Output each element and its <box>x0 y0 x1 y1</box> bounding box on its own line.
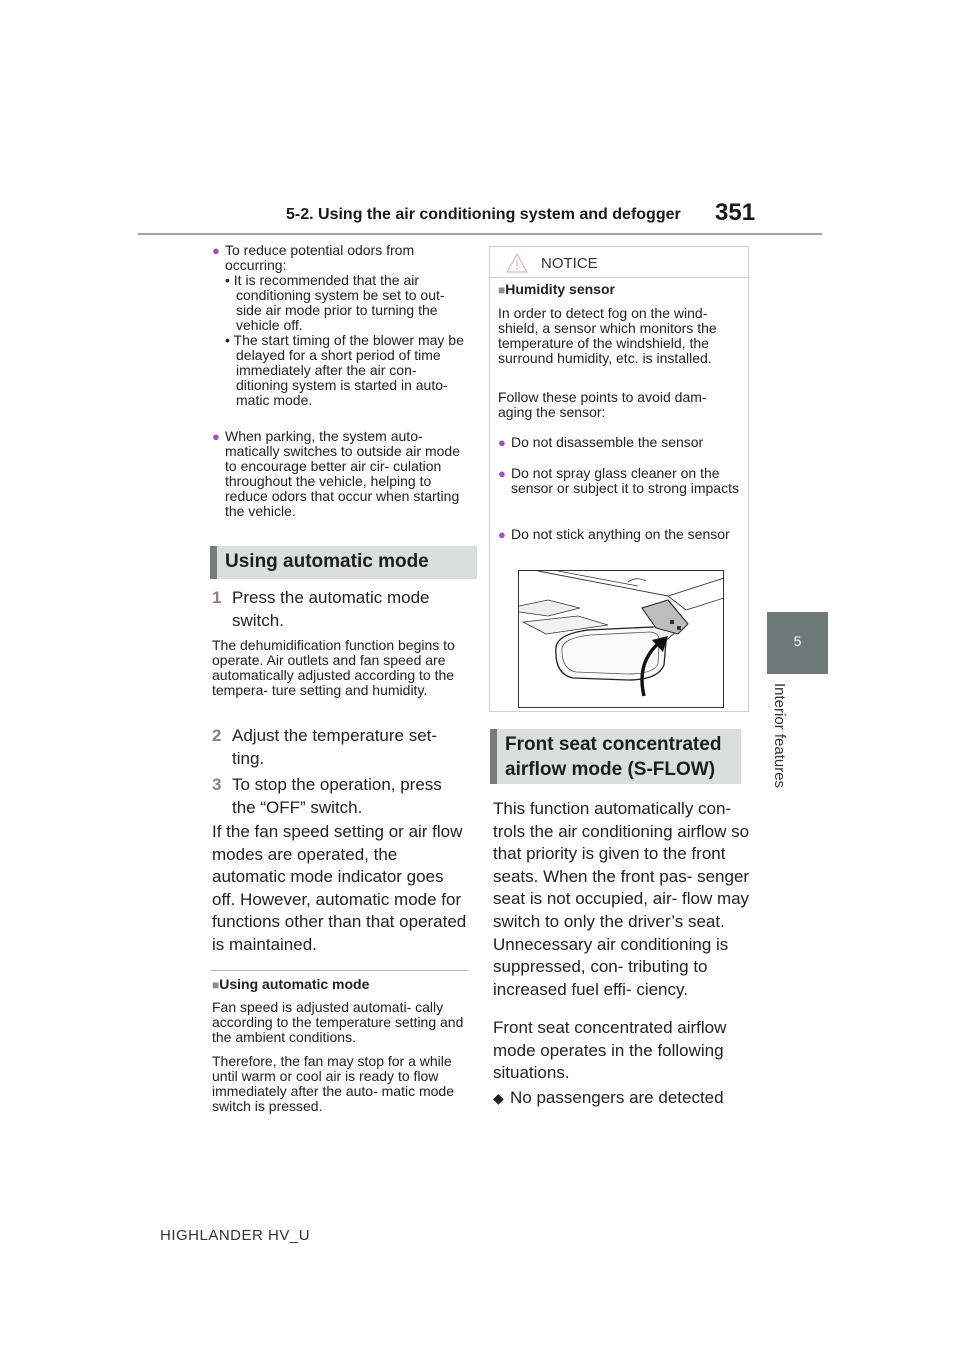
info-paragraph-1: Fan speed is adjusted automati- cally according to the temperature setting and the ambient conditions. <box>212 999 464 1045</box>
notice-bullet-text: Do not disassemble the sensor <box>511 434 704 450</box>
step-text: Adjust the temperature set- ting. <box>232 726 438 768</box>
s-flow-bullet-text: No passengers are detected <box>510 1088 724 1107</box>
notice-bullet-3 <box>498 527 744 542</box>
bullet-dot-icon: ● <box>212 243 220 258</box>
info-heading-text: Using automatic mode <box>219 976 370 992</box>
chapter-label-container <box>770 683 790 803</box>
bullet-odors <box>212 243 470 408</box>
bullet-dot-icon: ● <box>212 429 220 444</box>
warning-triangle-icon <box>505 252 529 274</box>
bullet-parking-text: When parking, the system auto- matically switches to outside air mode to encourage better air cir- culation throughout the vehicle, helping to reduce odors that occur when starting the vehicle. <box>225 428 460 519</box>
notice-subtitle <box>498 282 744 298</box>
bullet-odors-sub-1: • It is recommended that the air conditioning system be set to out- side air mode prior to turning the vehicle off. <box>225 272 445 333</box>
chapter-label: Interior features <box>771 683 788 789</box>
bullet-dot-icon: ● <box>498 527 506 542</box>
notice-paragraph-1: In order to detect fog on the wind- shield, a sensor which monitors the temperature of the windshield, the surround humidity, etc. is installed. <box>498 305 717 366</box>
notice-bullet-text: Do not spray glass cleaner on the sensor or subject it to strong impacts <box>511 465 739 496</box>
notice-header <box>490 247 748 278</box>
sub-2-text: The start timing of the blower may be delayed for a short period of time immediately after the air con- ditioning system is started in auto- matic mode. <box>233 332 464 408</box>
bullet-odors-text: To reduce potential odors from occurring: <box>225 242 415 273</box>
bullet-dot-icon: ● <box>498 466 506 481</box>
page-number: 351 <box>715 199 756 226</box>
square-bullet-icon: ■ <box>498 283 506 297</box>
step-2 <box>212 724 470 770</box>
step-text: To stop the operation, press the “OFF” switch. <box>232 775 442 817</box>
paragraph-auto-mode: If the fan speed setting or air flow modes are operated, the automatic mode indicator goes off. However, automatic mode for functions other than that operated is maintained. <box>212 822 467 954</box>
section-heading-text: Using automatic mode <box>225 551 429 572</box>
humidity-sensor-illustration <box>518 570 724 708</box>
bullet-dot-icon: ● <box>498 435 506 450</box>
s-flow-paragraph-1: This function automatically con- trols the air conditioning airflow so that priority is given to the front seats. When the front pas- senger seat is not occupied, air- flow may switch to only the driver’s seat. Unnecessary air conditioning is suppressed, con- tributing to increased fuel effi- ciency. <box>493 799 750 999</box>
section-heading-automatic-mode <box>210 546 477 579</box>
notice-subtitle-text: Humidity sensor <box>505 281 615 297</box>
step-3 <box>212 773 470 819</box>
notice-bullet-1 <box>498 435 744 450</box>
step-text: Press the automatic mode switch. <box>232 588 430 630</box>
step-number: 1 <box>212 588 222 607</box>
chapter-tab <box>767 612 828 674</box>
step-number: 2 <box>212 726 222 745</box>
square-bullet-icon: ■ <box>212 978 220 992</box>
divider <box>210 970 468 971</box>
step-1 <box>212 586 470 632</box>
running-header-title: 5-2. Using the air conditioning system and defogger <box>286 206 681 223</box>
bullet-parking <box>212 429 470 519</box>
diamond-bullet-icon: ◆ <box>493 1090 504 1106</box>
info-heading <box>212 977 470 993</box>
step-number: 3 <box>212 775 222 794</box>
s-flow-bullet <box>493 1087 751 1110</box>
bullet-odors-sub-2: • The start timing of the blower may be delayed for a short period of time immediately after the air con- ditioning system is started in auto- matic mode. <box>225 332 464 408</box>
s-flow-paragraph-2: Front seat concentrated airflow mode operates in the following situations. <box>493 1018 727 1083</box>
notice-box <box>489 246 749 712</box>
info-paragraph-2: Therefore, the fan may stop for a while until warm or cool air is ready to flow immediately after the auto- matic mode switch is pressed. <box>212 1053 454 1114</box>
section-heading-text: Front seat concentrated airflow mode (S-FLOW) <box>505 734 722 780</box>
step-1-note: The dehumidification function begins to operate. Air outlets and fan speed are automatically adjusted according to the tempera- ture setting and humidity. <box>212 637 455 698</box>
sub-1-text: It is recommended that the air conditioning system be set to out- side air mode prior to turning the vehicle off. <box>233 272 445 333</box>
notice-bullet-2 <box>498 466 744 496</box>
header-rule <box>138 233 822 235</box>
chapter-number: 5 <box>793 633 802 649</box>
section-heading-s-flow <box>490 729 741 784</box>
footer-model: HIGHLANDER HV_U <box>160 1227 311 1244</box>
notice-title: NOTICE <box>541 255 598 272</box>
notice-paragraph-2: Follow these points to avoid dam- aging the sensor: <box>498 389 707 420</box>
notice-bullet-text: Do not stick anything on the sensor <box>511 526 730 542</box>
